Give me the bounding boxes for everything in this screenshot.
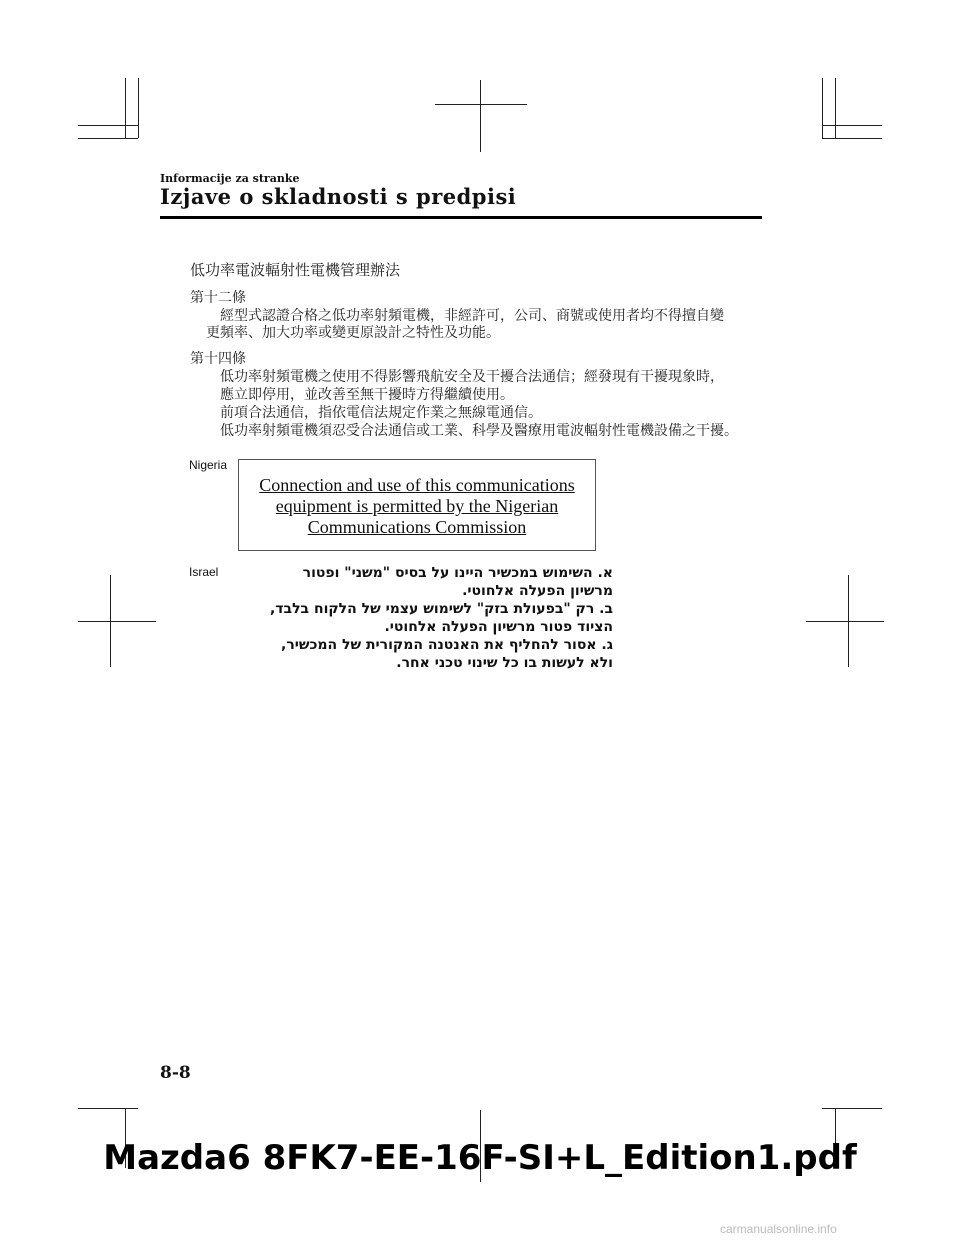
israel-notice-line: ולא לעשות בו כל שינוי טכני אחר. xyxy=(396,655,613,671)
israel-notice-line: ב. רק "בפעולת בזק" לשימוש עצמי של הלקוח בלבד, xyxy=(269,601,613,617)
crop-mark xyxy=(138,78,139,138)
title-rule xyxy=(160,216,762,219)
crop-mark xyxy=(822,1108,882,1109)
article-12-line: 更頻率、加大功率或變更原設計之特性及功能。 xyxy=(206,325,500,341)
article-14-line: 前項合法通信，指依電信法規定作業之無線電通信。 xyxy=(220,405,542,421)
article-12-line: 經型式認證合格之低功率射頻電機，非經許可，公司、商號或使用者均不得擅自變 xyxy=(220,308,724,324)
crop-mark xyxy=(78,621,156,622)
section-label: Informacije za stranke xyxy=(160,172,300,185)
taiwan-regulation-title: 低功率電波輻射性電機管理辦法 xyxy=(190,261,401,279)
footer-file-name: Mazda6 8FK7-EE-16F-SI+L_Edition1.pdf xyxy=(103,1138,857,1178)
nigeria-notice-line: Connection and use of this communications xyxy=(259,475,575,495)
watermark: carmanualsonline.info xyxy=(720,1222,837,1236)
nigeria-notice-box xyxy=(238,459,596,551)
crop-mark xyxy=(78,1108,138,1109)
nigeria-notice-line: equipment is permitted by the Nigerian xyxy=(275,496,559,516)
crop-mark xyxy=(835,78,836,138)
crop-mark xyxy=(78,125,138,126)
article-14-line: 低功率射頻電機之使用不得影響飛航安全及干擾合法通信；經發現有干擾現象時， xyxy=(220,369,724,385)
israel-notice-line: הציוד פטור מרשיון הפעלה אלחוטי. xyxy=(384,619,613,635)
article-12-heading: 第十二條 xyxy=(190,290,246,306)
page-number: 8-8 xyxy=(160,1063,191,1083)
article-14-heading: 第十四條 xyxy=(190,351,246,367)
israel-notice-line: ג. אסור להחליף את האנטנה המקורית של המכשיר, xyxy=(281,637,613,653)
page-title: Izjave o skladnosti s predpisi xyxy=(160,184,517,209)
crop-mark xyxy=(822,138,882,139)
crop-mark xyxy=(822,78,823,138)
article-14-line: 應立即停用，並改善至無干擾時方得繼續使用。 xyxy=(220,387,514,403)
israel-label: Israel xyxy=(189,565,219,579)
article-14-line: 低功率射頻電機須忍受合法通信或工業、科學及醫療用電波輻射性電機設備之干擾。 xyxy=(220,423,738,439)
nigeria-label: Nigeria xyxy=(189,458,228,472)
israel-notice-line: מרשיון הפעלה אלחוטי. xyxy=(462,583,613,599)
crop-mark xyxy=(125,78,126,138)
crop-mark xyxy=(435,104,527,105)
nigeria-notice-line: Communications Commission xyxy=(307,517,527,537)
crop-mark xyxy=(480,80,481,152)
israel-notice-line: א. השימוש במכשיר היינו על בסיס "משני" ופטור xyxy=(302,565,613,581)
crop-mark xyxy=(78,138,138,139)
crop-mark xyxy=(806,621,884,622)
crop-mark xyxy=(822,125,882,126)
